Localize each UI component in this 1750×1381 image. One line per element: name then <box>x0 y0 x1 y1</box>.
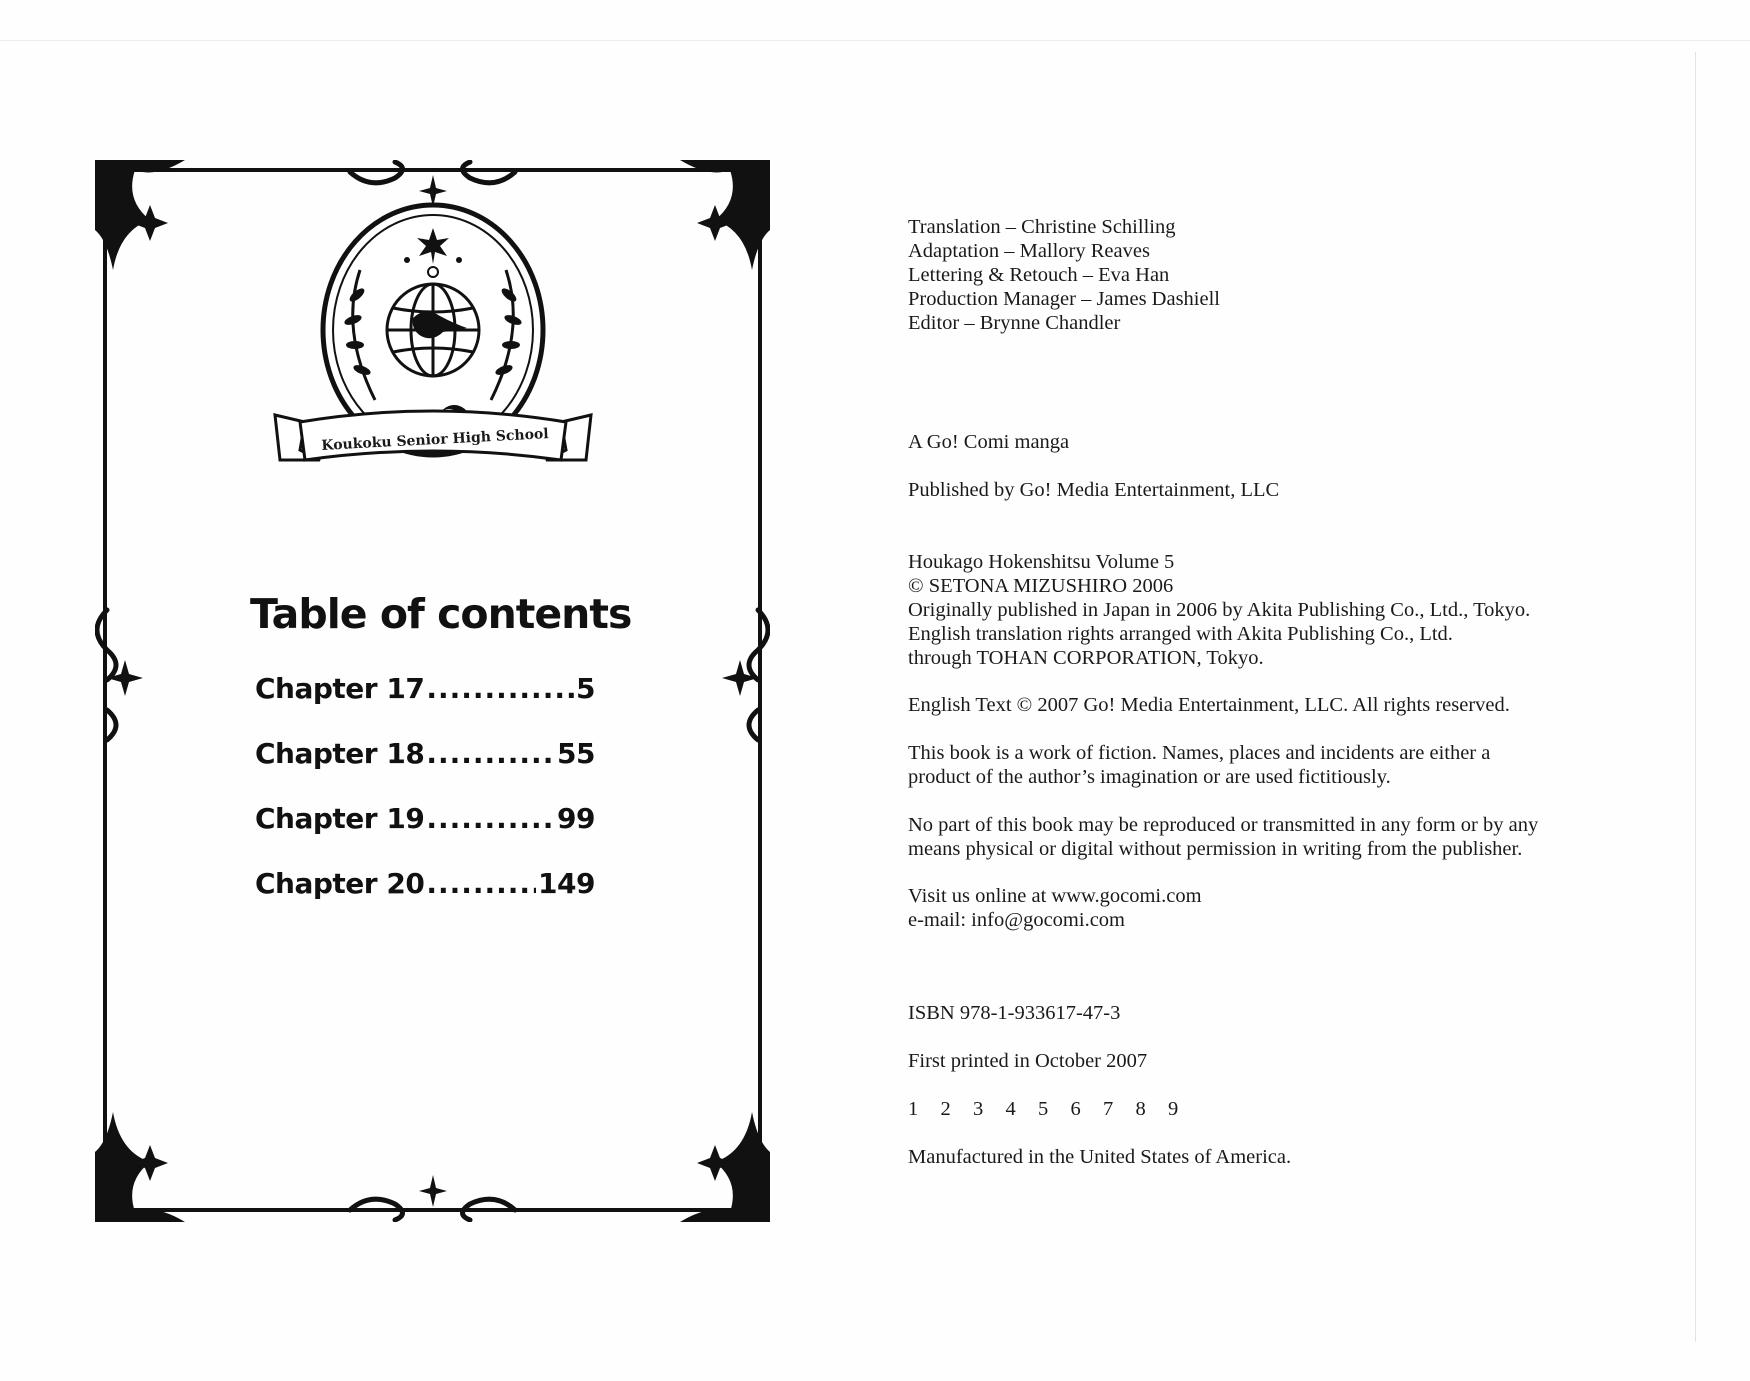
series-line: A Go! Comi manga <box>908 431 1070 453</box>
copyright-line: © SETONA MIZUSHIRO 2006 <box>908 575 1174 597</box>
toc-leader <box>426 802 555 835</box>
credit-line: Translation – Christine Schilling <box>908 216 1176 238</box>
toc-chapter: Chapter 18 <box>255 737 425 770</box>
emblem-ribbon-text: Koukoku Senior High School <box>321 426 549 454</box>
toc-entry <box>255 802 595 867</box>
toc-leader <box>426 867 536 900</box>
email-line: e-mail: info@gocomi.com <box>908 909 1125 931</box>
toc-list <box>255 672 595 932</box>
reproduction-notice <box>908 813 1538 861</box>
toc-chapter: Chapter 17 <box>255 672 425 705</box>
printing-number: 3 <box>973 1098 984 1120</box>
printing-number: 2 <box>940 1098 951 1120</box>
fiction-line: product of the author’s imagination or are used fictitiously. <box>908 766 1391 788</box>
fiction-line: This book is a work of fiction. Names, places and incidents are either a <box>908 742 1491 764</box>
title-block <box>908 550 1530 670</box>
printing-number: 8 <box>1135 1098 1146 1120</box>
toc-page-number: 55 <box>557 737 595 770</box>
credit-line: Editor – Brynne Chandler <box>908 312 1121 334</box>
rights-line: English translation rights arranged with Akita Publishing Co., Ltd. <box>908 623 1453 645</box>
printing-number: 1 <box>908 1098 919 1120</box>
credit-line: Lettering & Retouch – Eva Han <box>908 264 1170 286</box>
english-text-copyright: English Text © 2007 Go! Media Entertainment, LLC. All rights reserved. <box>908 694 1510 716</box>
isbn: ISBN 978-1-933617-47-3 <box>908 1002 1121 1024</box>
printing-number: 6 <box>1070 1098 1081 1120</box>
toc-title: Table of contents <box>250 590 632 638</box>
toc-leader <box>426 737 555 770</box>
title-line: Houkago Hokenshitsu Volume 5 <box>908 551 1175 573</box>
publisher-line: Published by Go! Media Entertainment, LLC <box>908 479 1280 501</box>
origin-line: Originally published in Japan in 2006 by Akita Publishing Co., Ltd., Tokyo. <box>908 599 1531 621</box>
printing-number: 4 <box>1005 1098 1016 1120</box>
rights-line: through TOHAN CORPORATION, Tokyo. <box>908 647 1264 669</box>
reproduction-line: means physical or digital without permission in writing from the publisher. <box>908 838 1523 860</box>
credit-line: Production Manager – James Dashiell <box>908 288 1220 310</box>
printing-number: 7 <box>1103 1098 1114 1120</box>
credits-block <box>908 215 1220 335</box>
toc-page-number: 5 <box>576 672 595 705</box>
credit-line: Adaptation – Mallory Reaves <box>908 240 1150 262</box>
printing-number: 9 <box>1168 1098 1179 1120</box>
toc-page-number: 149 <box>538 867 595 900</box>
website-line: Visit us online at www.gocomi.com <box>908 885 1202 907</box>
toc-chapter: Chapter 20 <box>255 867 425 900</box>
printing-number: 5 <box>1038 1098 1049 1120</box>
toc-chapter: Chapter 19 <box>255 802 425 835</box>
manufactured-line: Manufactured in the United States of America. <box>908 1146 1292 1168</box>
toc-page-number: 99 <box>557 802 595 835</box>
page-gutter-line <box>1695 52 1696 1342</box>
page-edge <box>0 40 1750 41</box>
printing-numbers <box>908 1097 1201 1121</box>
reproduction-line: No part of this book may be reproduced or transmitted in any form or by any <box>908 814 1539 836</box>
school-emblem <box>275 205 591 460</box>
first-printed: First printed in October 2007 <box>908 1050 1148 1072</box>
toc-entry <box>255 672 595 737</box>
toc-page <box>95 160 770 1222</box>
toc-leader <box>426 672 574 705</box>
fiction-notice <box>908 741 1490 789</box>
toc-entry <box>255 867 595 932</box>
contact-block <box>908 884 1202 932</box>
toc-entry <box>255 737 595 802</box>
